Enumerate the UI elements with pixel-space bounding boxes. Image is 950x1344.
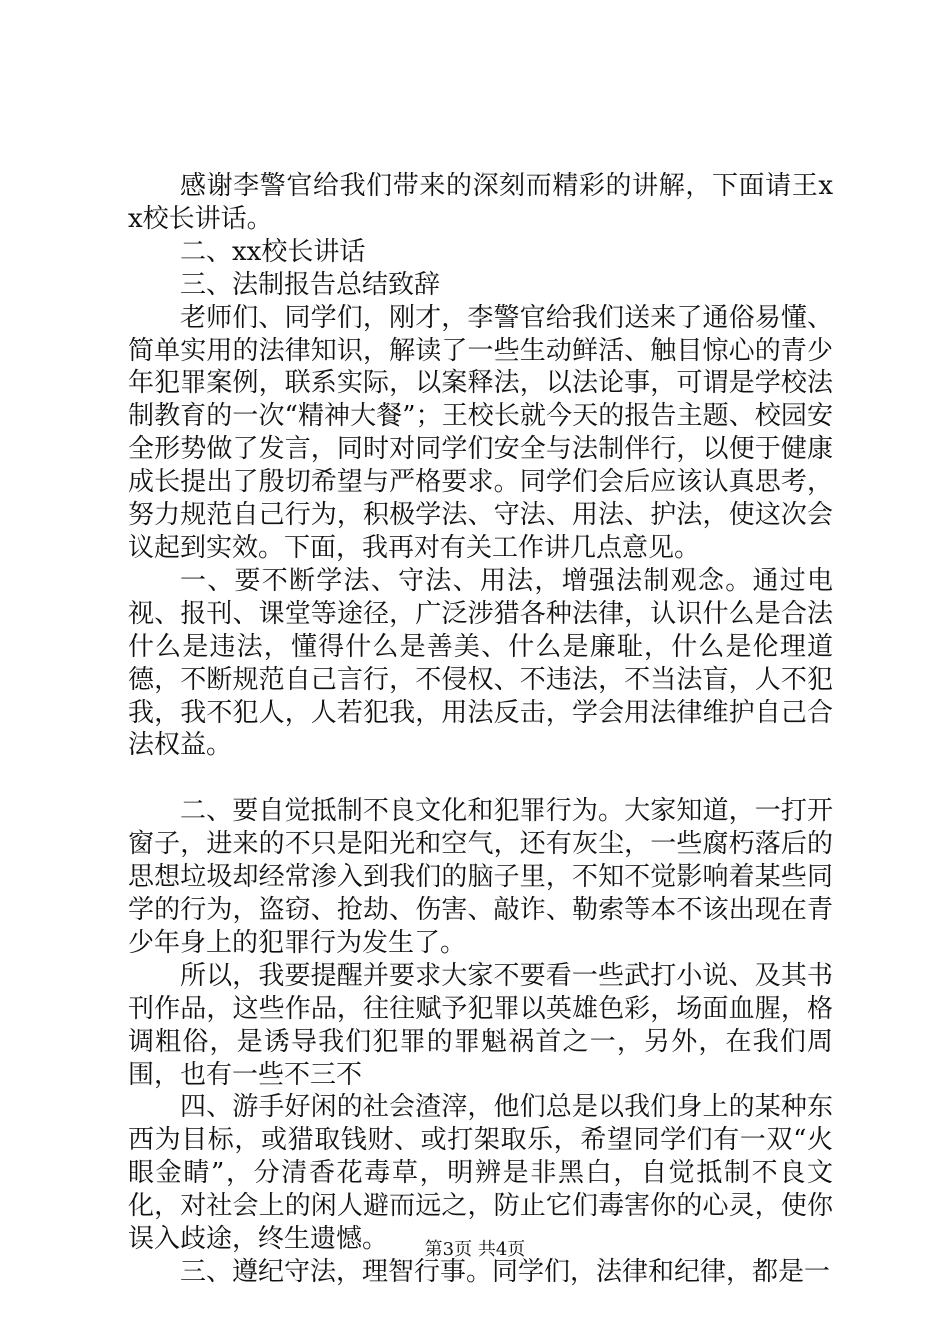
paragraph-reminder: 所以，我要提醒并要求大家不要看一些武打小说、及其书刊作品，这些作品，往往赋予犯罪以英雄色彩，场面血腥，格调粗俗，是诱导我们犯罪的罪魁祸首之一，另外，在我们周围，也有一些不三不: [128, 960, 833, 1090]
heading-principal-speech: 二、xx校长讲话: [180, 236, 366, 267]
paragraph-point-three: 三、遵纪守法，理智行事。同学们，法律和纪律，都是一: [180, 1257, 831, 1287]
heading-closing-remarks: 三、法制报告总结致辞: [180, 269, 441, 300]
paragraph-thanks: 感谢李警官给我们带来的深刻而精彩的讲解，下面请王xx校长讲话。: [128, 171, 833, 234]
paragraph-summary: 老师们、同学们，刚才，李警官给我们送来了通俗易懂、简单实用的法律知识，解读了一些生动鲜活、触目惊心的青少年犯罪案例，联系实际，以案释法，以法论事，可谓是学校法制教育的一次“精神大餐”；王校长就今天的报告主题、校园安全形势做了发言，同时对同学们安全与法制伴行，以便于健康成长提出了殷切希望与严格要求。同学们会后应该认真思考，努力规范自己行为，积极学法、守法、用法、护法，使这次会议起到实效。下面，我再对有关工作讲几点意见。: [128, 302, 833, 563]
paragraph-point-four: 四、游手好闲的社会渣滓，他们总是以我们身上的某种东西为目标，或猎取钱财、或打架取乐，希望同学们有一双“火眼金睛”，分清香花毒草，明辨是非黑白，自觉抵制不良文化，对社会上的闲人避而远之，防止它们毒害你的心灵，使你误入歧途，终生遗憾。: [128, 1092, 833, 1255]
page-number-footer: 第3页 共4页: [424, 1239, 526, 1260]
paragraph-point-one: 一、要不断学法、守法、用法，增强法制观念。通过电视、报刊、课堂等途径，广泛涉猎各种法律，认识什么是合法什么是违法，懂得什么是善美、什么是廉耻，什么是伦理道德，不断规范自己言行，不侵权、不违法，不当法盲，人不犯我，我不犯人，人若犯我，用法反击，学会用法律维护自己合法权益。: [128, 565, 833, 761]
paragraph-point-two: 二、要自觉抵制不良文化和犯罪行为。大家知道，一打开窗子，进来的不只是阳光和空气，还有灰尘，一些腐朽落后的思想垃圾却经常渗入到我们的脑子里，不知不觉影响着某些同学的行为，盗窃、抢劫、伤害、敲诈、勒索等本不该出现在青少年身上的犯罪行为发生了。: [128, 796, 833, 958]
document-body: [128, 170, 833, 1289]
